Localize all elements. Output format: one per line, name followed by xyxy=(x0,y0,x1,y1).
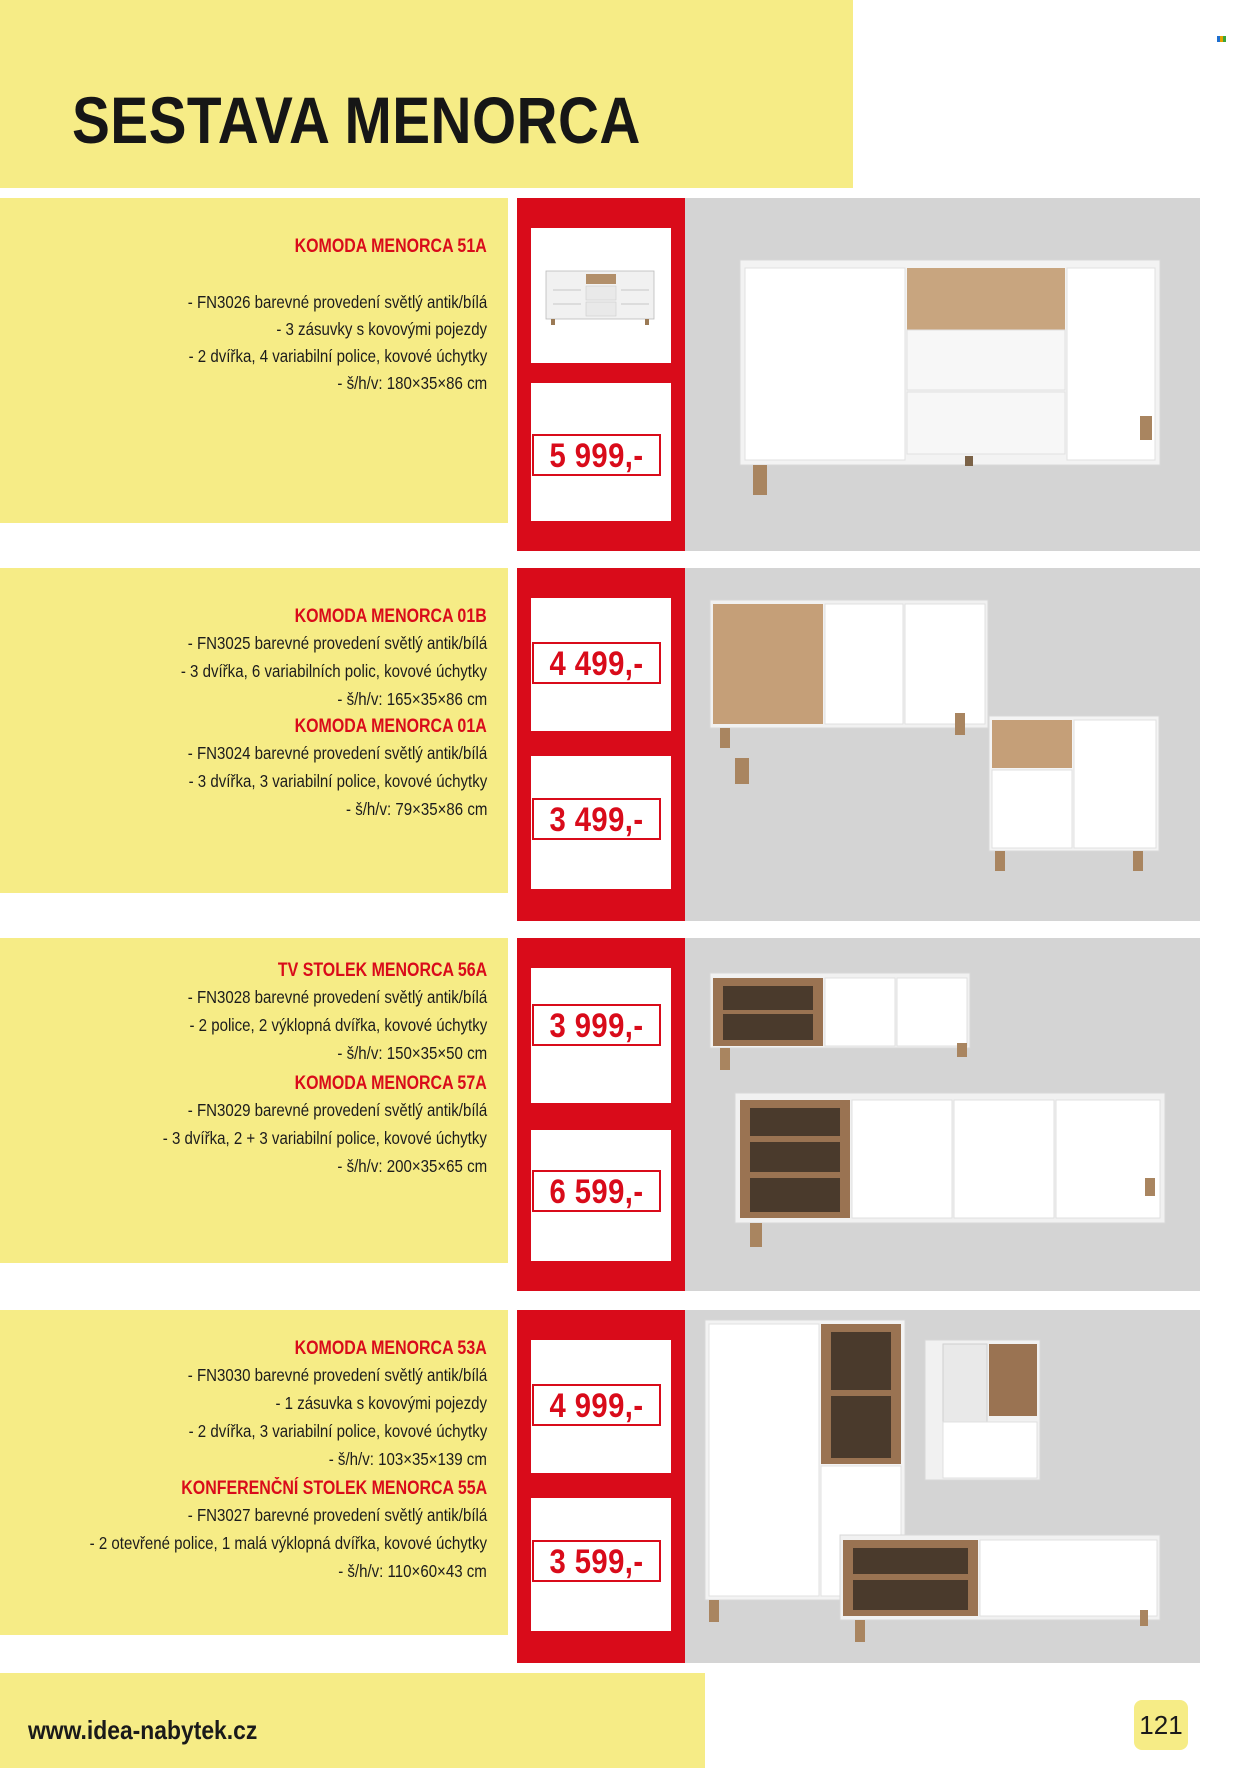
price-box-bg xyxy=(531,598,671,731)
product-spec-line: - š/h/v: 110×60×43 cm xyxy=(338,1561,487,1581)
price-label: 6 599,- xyxy=(549,1173,644,1211)
page-title: SESTAVA MENORCA xyxy=(72,83,641,157)
product-spec-line: - š/h/v: 165×35×86 cm xyxy=(337,689,487,709)
price-tag xyxy=(532,798,661,840)
price-tag xyxy=(532,1540,661,1582)
price-tag xyxy=(532,434,661,476)
section-komoda-01b-01a xyxy=(0,568,1250,921)
product-spec-line: - š/h/v: 180×35×86 cm xyxy=(337,373,487,393)
sideboard-thumbnail-image xyxy=(531,228,671,363)
price-label: 4 999,- xyxy=(549,1387,644,1425)
product-spec-line: - 3 dvířka, 6 variabilních polic, kovové úchytky xyxy=(180,661,487,681)
price-tag xyxy=(532,1004,661,1046)
product-spec-line: - 2 police, 2 výklopná dvířka, kovové úchytky xyxy=(189,1015,487,1035)
product-text-panel xyxy=(0,938,508,1263)
price-column xyxy=(517,938,685,1291)
product-spec-line: - FN3030 barevné provedení světlý antik/bílá xyxy=(187,1365,487,1385)
price-tag xyxy=(532,1384,661,1426)
product-name: KOMODA MENORCA 01A xyxy=(294,716,487,737)
thumbnail-box xyxy=(531,228,671,363)
product-photo xyxy=(685,198,1200,551)
product-spec-line: - 2 otevřené police, 1 malá výklopná dvířka, kovové úchytky xyxy=(89,1533,487,1553)
product-name: TV STOLEK MENORCA 56A xyxy=(277,960,487,981)
product-name: KOMODA MENORCA 57A xyxy=(294,1073,487,1094)
price-box-bg xyxy=(531,968,671,1103)
product-spec-line: - š/h/v: 200×35×65 cm xyxy=(337,1156,487,1176)
price-box-bg xyxy=(531,1340,671,1473)
product-spec-line: - 3 dvířka, 2 + 3 variabilní police, kovové úchytky xyxy=(162,1128,487,1148)
product-spec-line: - 3 zásuvky s kovovými pojezdy xyxy=(276,319,487,339)
product-block xyxy=(0,1338,487,1478)
price-label: 3 599,- xyxy=(549,1543,644,1581)
product-spec-line: - š/h/v: 103×35×139 cm xyxy=(328,1449,487,1469)
product-spec-line: - FN3029 barevné provedení světlý antik/bílá xyxy=(187,1100,487,1120)
product-name: KOMODA MENORCA 53A xyxy=(294,1338,487,1359)
sideboard-photo-image xyxy=(685,568,1200,921)
product-spec-line: - 1 zásuvka s kovovými pojezdy xyxy=(275,1393,487,1413)
price-label: 3 999,- xyxy=(549,1007,644,1045)
product-spec-line: - FN3026 barevné provedení světlý antik/bílá xyxy=(187,292,487,312)
section-komoda-53a-stolek-55a xyxy=(0,1310,1250,1663)
product-block xyxy=(0,606,487,726)
product-block xyxy=(0,960,487,1080)
product-spec-line: - FN3027 barevné provedení světlý antik/bílá xyxy=(187,1505,487,1525)
product-spec-line: - FN3024 barevné provedení světlý antik/bílá xyxy=(187,743,487,763)
product-spec-line: - FN3028 barevné provedení světlý antik/bílá xyxy=(187,987,487,1007)
product-text-panel xyxy=(0,568,508,893)
price-box-bg xyxy=(531,1130,671,1261)
price-box-bg xyxy=(531,1498,671,1631)
price-tag xyxy=(532,642,661,684)
product-block xyxy=(0,236,487,416)
tv-stand-photo-image xyxy=(685,938,1200,1291)
product-spec-line: - š/h/v: 150×35×50 cm xyxy=(337,1043,487,1063)
product-photo xyxy=(685,1310,1200,1663)
sideboard-photo-image xyxy=(685,198,1200,551)
price-column xyxy=(517,198,685,551)
product-spec-line: - 3 dvířka, 3 variabilní police, kovové úchytky xyxy=(188,771,487,791)
price-label: 4 499,- xyxy=(549,645,644,683)
product-name: KOMODA MENORCA 51A xyxy=(294,236,487,257)
price-box-bg xyxy=(531,756,671,889)
section-tv-stolek-56a-komoda-57a xyxy=(0,938,1250,1291)
product-name: KOMODA MENORCA 01B xyxy=(294,606,487,627)
page-number: 121 xyxy=(1134,1700,1188,1750)
product-block xyxy=(0,1073,487,1193)
product-block xyxy=(0,1478,487,1598)
price-column xyxy=(517,568,685,921)
product-photo xyxy=(685,938,1200,1291)
product-text-panel xyxy=(0,1310,508,1635)
price-label: 5 999,- xyxy=(549,437,644,475)
product-spec-line: - 2 dvířka, 4 variabilní police, kovové úchytky xyxy=(188,346,487,366)
product-spec-line: - š/h/v: 79×35×86 cm xyxy=(345,799,487,819)
product-name: KONFERENČNÍ STOLEK MENORCA 55A xyxy=(181,1478,487,1499)
section-komoda-51a xyxy=(0,198,1250,551)
price-label: 3 499,- xyxy=(549,801,644,839)
product-spec-line: - 2 dvířka, 3 variabilní police, kovové úchytky xyxy=(188,1421,487,1441)
website-link[interactable]: www.idea-nabytek.cz xyxy=(28,1715,258,1745)
product-spec-line: - FN3025 barevné provedení světlý antik/bílá xyxy=(187,633,487,653)
cabinet-photo-image xyxy=(685,1310,1200,1663)
price-tag xyxy=(532,1170,661,1212)
product-text-panel xyxy=(0,198,508,523)
price-box-bg xyxy=(531,383,671,521)
color-mark-icon xyxy=(1217,36,1226,42)
price-column xyxy=(517,1310,685,1663)
product-photo xyxy=(685,568,1200,921)
product-block xyxy=(0,716,487,836)
